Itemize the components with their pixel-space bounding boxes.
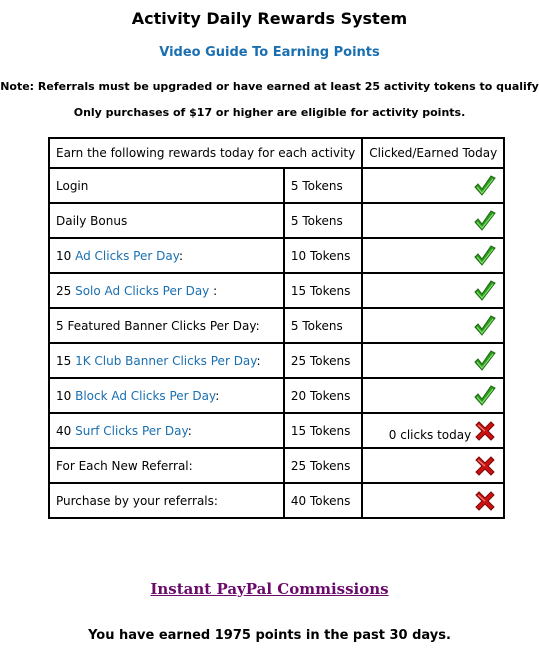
tokens-cell: 15 Tokens (284, 273, 362, 308)
tokens-cell: 20 Tokens (284, 378, 362, 413)
status-cell (362, 308, 504, 343)
rewards-table (48, 137, 505, 519)
green-check-icon (473, 349, 497, 373)
activity-prefix: Purchase by your referrals: (56, 493, 218, 508)
table-row (49, 168, 504, 203)
activity-cell (49, 483, 284, 518)
status-cell (362, 483, 504, 518)
video-guide-link[interactable]: Video Guide To Earning Points (159, 45, 380, 60)
table-header-row (49, 138, 504, 168)
status-cell (362, 203, 504, 238)
activity-suffix: : (209, 283, 218, 298)
status-cell (362, 378, 504, 413)
tokens-cell: 5 Tokens (284, 308, 362, 343)
activity-cell (49, 273, 284, 308)
tokens-cell: 15 Tokens (284, 413, 362, 448)
tokens-cell: 5 Tokens (284, 168, 362, 203)
activity-cell (49, 308, 284, 343)
earned-points-summary: You have earned 1975 points in the past 30 days. (88, 628, 451, 643)
table-row (49, 343, 504, 378)
activity-link[interactable]: Solo Ad Clicks Per Day (75, 283, 210, 298)
table-row (49, 203, 504, 238)
red-x-icon (473, 489, 497, 513)
table-row (49, 238, 504, 273)
red-x-icon (473, 454, 497, 478)
activity-link[interactable]: 1K Club Banner Clicks Per Day (75, 353, 257, 368)
paypal-commissions-link[interactable]: Instant PayPal Commissions (150, 580, 389, 598)
activity-link[interactable]: Ad Clicks Per Day (75, 248, 179, 263)
table-row (49, 308, 504, 343)
status-cell (362, 273, 504, 308)
activity-prefix: For Each New Referral: (56, 458, 193, 473)
activity-link[interactable]: Surf Clicks Per Day (75, 423, 188, 438)
activity-link[interactable]: Block Ad Clicks Per Day (75, 388, 216, 403)
activity-prefix: 15 (56, 353, 76, 368)
activity-cell (49, 238, 284, 273)
activity-cell (49, 413, 284, 448)
tokens-cell: 40 Tokens (284, 483, 362, 518)
table-row (49, 483, 504, 518)
activity-prefix: 40 (56, 423, 76, 438)
activity-prefix: 25 (56, 283, 76, 298)
tokens-cell: 25 Tokens (284, 343, 362, 378)
activity-prefix: 10 (56, 248, 76, 263)
green-check-icon (473, 384, 497, 408)
status-column-header: Clicked/Earned Today (362, 138, 504, 168)
activity-suffix: : (187, 423, 192, 438)
qualify-note: Note: Referrals must be upgraded or have earned at least 25 activity tokens to qualify (0, 80, 539, 93)
activity-suffix: : (178, 248, 183, 263)
status-cell (362, 238, 504, 273)
status-cell (362, 448, 504, 483)
activity-prefix: 5 Featured Banner Clicks Per Day: (56, 318, 260, 333)
activity-prefix: Login (56, 178, 89, 193)
activity-column-header: Earn the following rewards today for each activity (49, 138, 362, 168)
status-cell (362, 168, 504, 203)
status-cell (362, 413, 504, 448)
red-x-icon (473, 419, 497, 443)
activity-prefix: 10 (56, 388, 76, 403)
tokens-cell: 5 Tokens (284, 203, 362, 238)
table-row (49, 273, 504, 308)
page-title: Activity Daily Rewards System (131, 9, 408, 28)
activity-cell (49, 203, 284, 238)
tokens-cell: 25 Tokens (284, 448, 362, 483)
green-check-icon (473, 174, 497, 198)
table-row (49, 378, 504, 413)
activity-cell (49, 448, 284, 483)
green-check-icon (473, 244, 497, 268)
activity-cell (49, 343, 284, 378)
table-row (49, 448, 504, 483)
green-check-icon (473, 314, 497, 338)
green-check-icon (473, 209, 497, 233)
status-text: 0 clicks today (388, 428, 472, 442)
activity-cell (49, 378, 284, 413)
green-check-icon (473, 279, 497, 303)
activity-cell (49, 168, 284, 203)
table-row (49, 413, 504, 448)
activity-suffix: : (256, 353, 261, 368)
status-cell (362, 343, 504, 378)
activity-prefix: Daily Bonus (56, 213, 128, 228)
purchase-note: Only purchases of $17 or higher are eligible for activity points. (73, 106, 466, 119)
activity-suffix: : (215, 388, 220, 403)
tokens-cell: 10 Tokens (284, 238, 362, 273)
